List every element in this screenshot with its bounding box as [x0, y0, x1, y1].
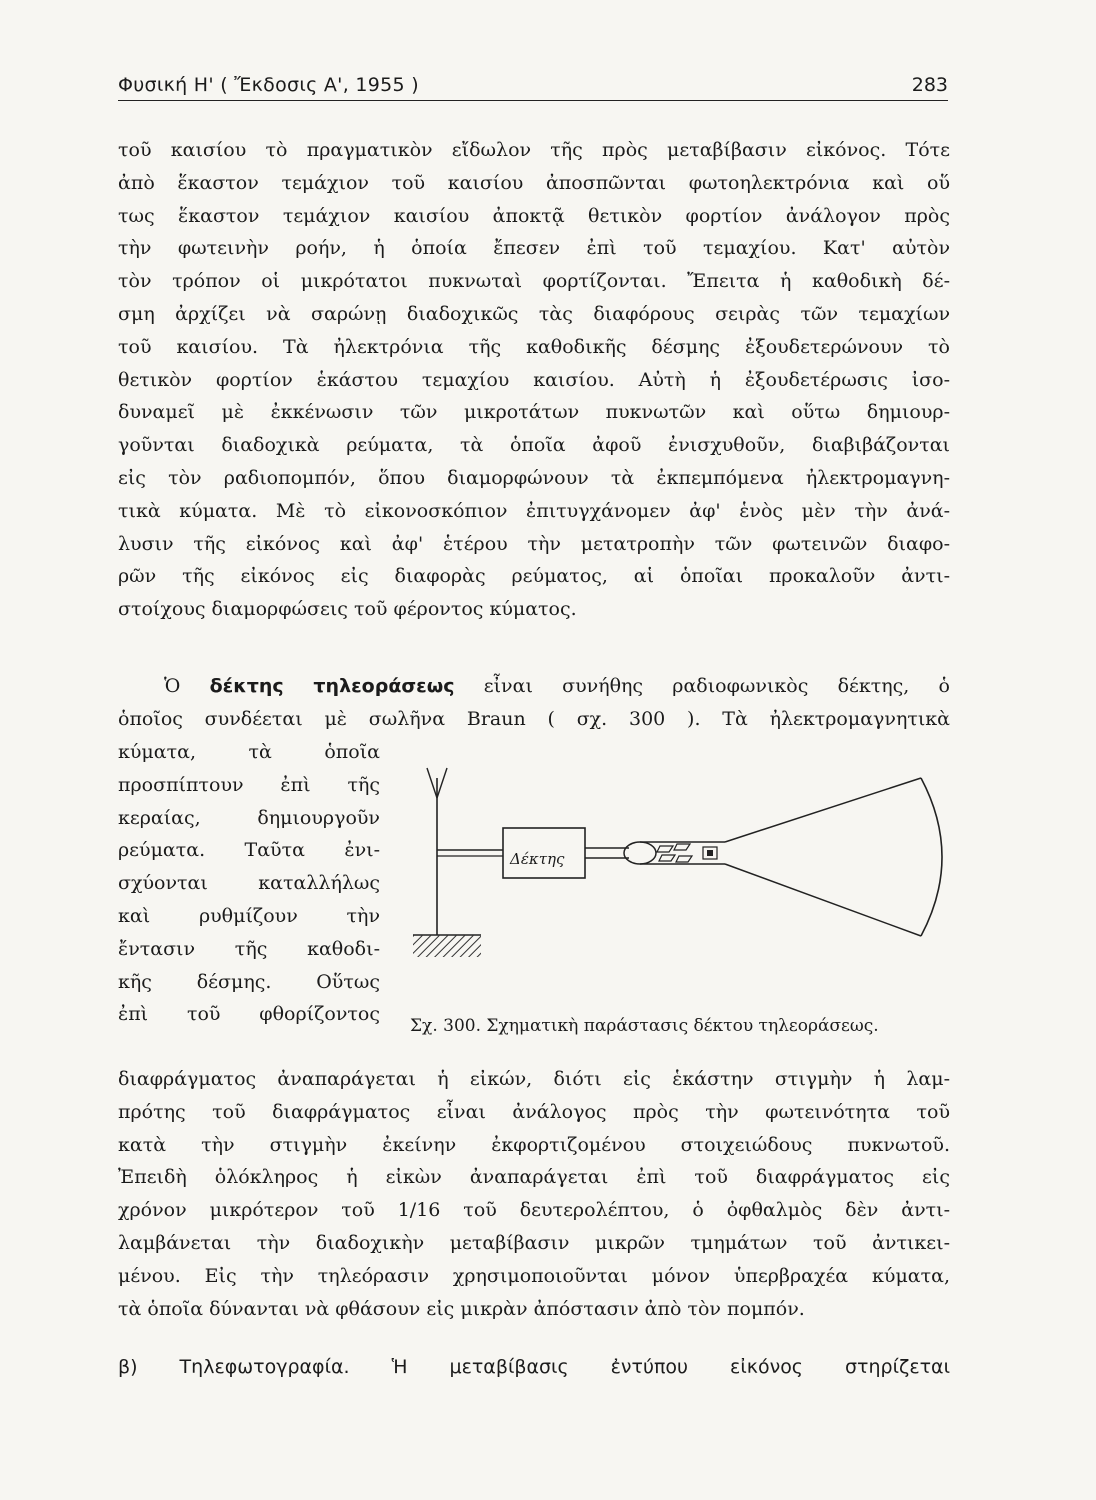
text-line: λαμβάνεται τὴν διαδοχικὴν μεταβίβασιν μικρῶν τμημάτων τοῦ ἀντικει- [118, 1231, 950, 1254]
text-line: κατὰ τὴν στιγμὴν ἐκείνην ἐκφορτιζομένου στοιχειώδους πυκνωτοῦ. [118, 1133, 950, 1156]
text-line [118, 670, 950, 703]
lead-start: Ὁ [164, 675, 210, 697]
paragraph-2-continued [118, 1063, 950, 1325]
antenna [427, 768, 447, 935]
text-line: ρῶν τῆς εἰκόνος εἰς διαφορὰς ρεύματος, αἱ ὁποῖαι προκαλοῦν ἀντι- [118, 565, 950, 588]
tv-receiver-diagram [385, 760, 955, 1000]
wrapped-text-column [118, 736, 380, 1031]
header-title: Φυσική Η' ( Ἔκδοσις Α', 1955 ) [118, 74, 419, 96]
text-line: καὶ ρυθμίζουν τὴν [118, 904, 380, 927]
text-line: γοῦνται διαδοχικὰ ρεύματα, τὰ ὁποῖα ἀφοῦ ἐνισχυθοῦν, διαβιβάζονται [118, 434, 950, 457]
text-line: χρόνον μικρότερον τοῦ 1/16 τοῦ δευτερολέπτου, ὁ ὀφθαλμὸς δὲν ἀντι- [118, 1199, 950, 1222]
text-line: σμη ἀρχίζει νὰ σαρώνῃ διαδοχικῶς τὰς διαφόρους σειρὰς τῶν τεμαχίων [118, 302, 950, 325]
text-line: κεραίας, δημιουργοῦν [118, 806, 380, 829]
lead-rest: εἶναι συνήθης ραδιοφωνικὸς δέκτης, ὁ [454, 675, 950, 697]
receiver-label: Δέκτης [510, 850, 565, 868]
running-header [118, 66, 948, 101]
text-line: τως ἕκαστον τεμάχιον καισίου ἀποκτᾷ θετικὸν φορτίον ἀνάλογον πρὸς [118, 204, 950, 227]
text-line: σχύονται καταλλήλως [118, 872, 380, 895]
text-line: τὰ ὁποῖα δύνανται νὰ φθάσουν εἰς μικρὰν ἀπόστασιν ἀπὸ τὸν πομπόν. [118, 1297, 805, 1320]
text-line: ἀπὸ ἕκαστον τεμάχιον τοῦ καισίου ἀποσπῶνται φωτοηλεκτρόνια καὶ οὕ [118, 171, 950, 194]
text-line: ρεύματα. Ταῦτα ἐνι- [118, 839, 380, 862]
text-line: ἔντασιν τῆς καθοδι- [118, 937, 380, 960]
text-line: Ἐπειδὴ ὁλόκληρος ἡ εἰκὼν ἀναπαράγεται ἐπὶ τοῦ διαφράγματος εἰς [118, 1166, 950, 1189]
text-line: στοίχους διαμορφώσεις τοῦ φέροντος κύματος. [118, 598, 577, 621]
text-line: λυσιν τῆς εἰκόνος καὶ ἀφ' ἑτέρου τὴν μετατροπὴν τῶν φωτεινῶν διαφο- [118, 532, 950, 555]
text-line: τοῦ καισίου. Τὰ ἠλεκτρόνια τῆς καθοδικῆς δέσμης ἐξουδετερώνουν τὸ [118, 335, 950, 358]
bold-term: δέκτης τηλεοράσεως [209, 675, 455, 697]
text-line: τικὰ κύματα. Μὲ τὸ εἰκονοσκόπιον ἐπιτυγχάνομεν ἀφ' ἑνὸς μὲν τὴν ἀνά- [118, 499, 950, 522]
figure-caption: Σχ. 300. Σχηματικὴ παράστασις δέκτου τηλεοράσεως. [410, 1016, 879, 1036]
paragraph-1 [118, 134, 950, 626]
ground-symbol [413, 935, 481, 957]
text-line: κῆς δέσμης. Οὕτως [118, 970, 380, 993]
text-line: εἰς τὸν ραδιοπομπόν, ὅπου διαμορφώνουν τὰ ἐκπεμπόμενα ἠλεκτρομαγνη- [118, 466, 950, 489]
paragraph-2-lead [118, 670, 950, 736]
section-b [118, 1351, 950, 1384]
text-line: τὴν φωτεινὴν ροήν, ἡ ὁποία ἔπεσεν ἐπὶ τοῦ τεμαχίου. Κατ' αὐτὸν [118, 237, 950, 260]
text-line: θετικὸν φορτίον ἑκάστου τεμαχίου καισίου. Αὐτὴ ἡ ἐξουδετέρωσις ἰσο- [118, 368, 950, 391]
text-line: πρότης τοῦ διαφράγματος εἶναι ἀνάλογος πρὸς τὴν φωτεινότητα τοῦ [118, 1100, 950, 1123]
text-line: τοῦ καισίου τὸ πραγματικὸν εἴδωλον τῆς πρὸς μεταβίβασιν εἰκόνος. Τότε [118, 139, 950, 161]
text-line: μένου. Εἰς τὴν τηλεόρασιν χρησιμοποιοῦνται μόνον ὑπερβραχέα κύματα, [118, 1264, 950, 1287]
page-number: 283 [911, 74, 948, 96]
text-line: τὸν τρόπον οἱ μικρότατοι πυκνωταὶ φορτίζονται. Ἔπειτα ἡ καθοδικὴ δέ- [118, 270, 950, 293]
text-line: ἐπὶ τοῦ φθορίζοντος [118, 1003, 380, 1026]
text-line: διαφράγματος ἀναπαράγεται ἡ εἰκών, διότι εἰς ἑκάστην στιγμὴν ἡ λαμ- [118, 1068, 950, 1090]
text-line: κύματα, τὰ ὁποῖα [118, 741, 380, 763]
text-line: δυναμεῖ μὲ ἐκκένωσιν τῶν μικροτάτων πυκνωτῶν καὶ οὕτω δημιουρ- [118, 401, 950, 424]
section-heading-line: β) Τηλεφωτογραφία. Ἡ μεταβίβασις ἐντύπου εἰκόνος στηρίζεται [118, 1356, 950, 1378]
text-line: ὁποῖος συνδέεται μὲ σωλῆνα Braun ( σχ. 300 ). Τὰ ἠλεκτρομαγνητικὰ [118, 707, 950, 730]
text-line: προσπίπτουν ἐπὶ τῆς [118, 773, 380, 796]
braun-tube [585, 778, 942, 936]
